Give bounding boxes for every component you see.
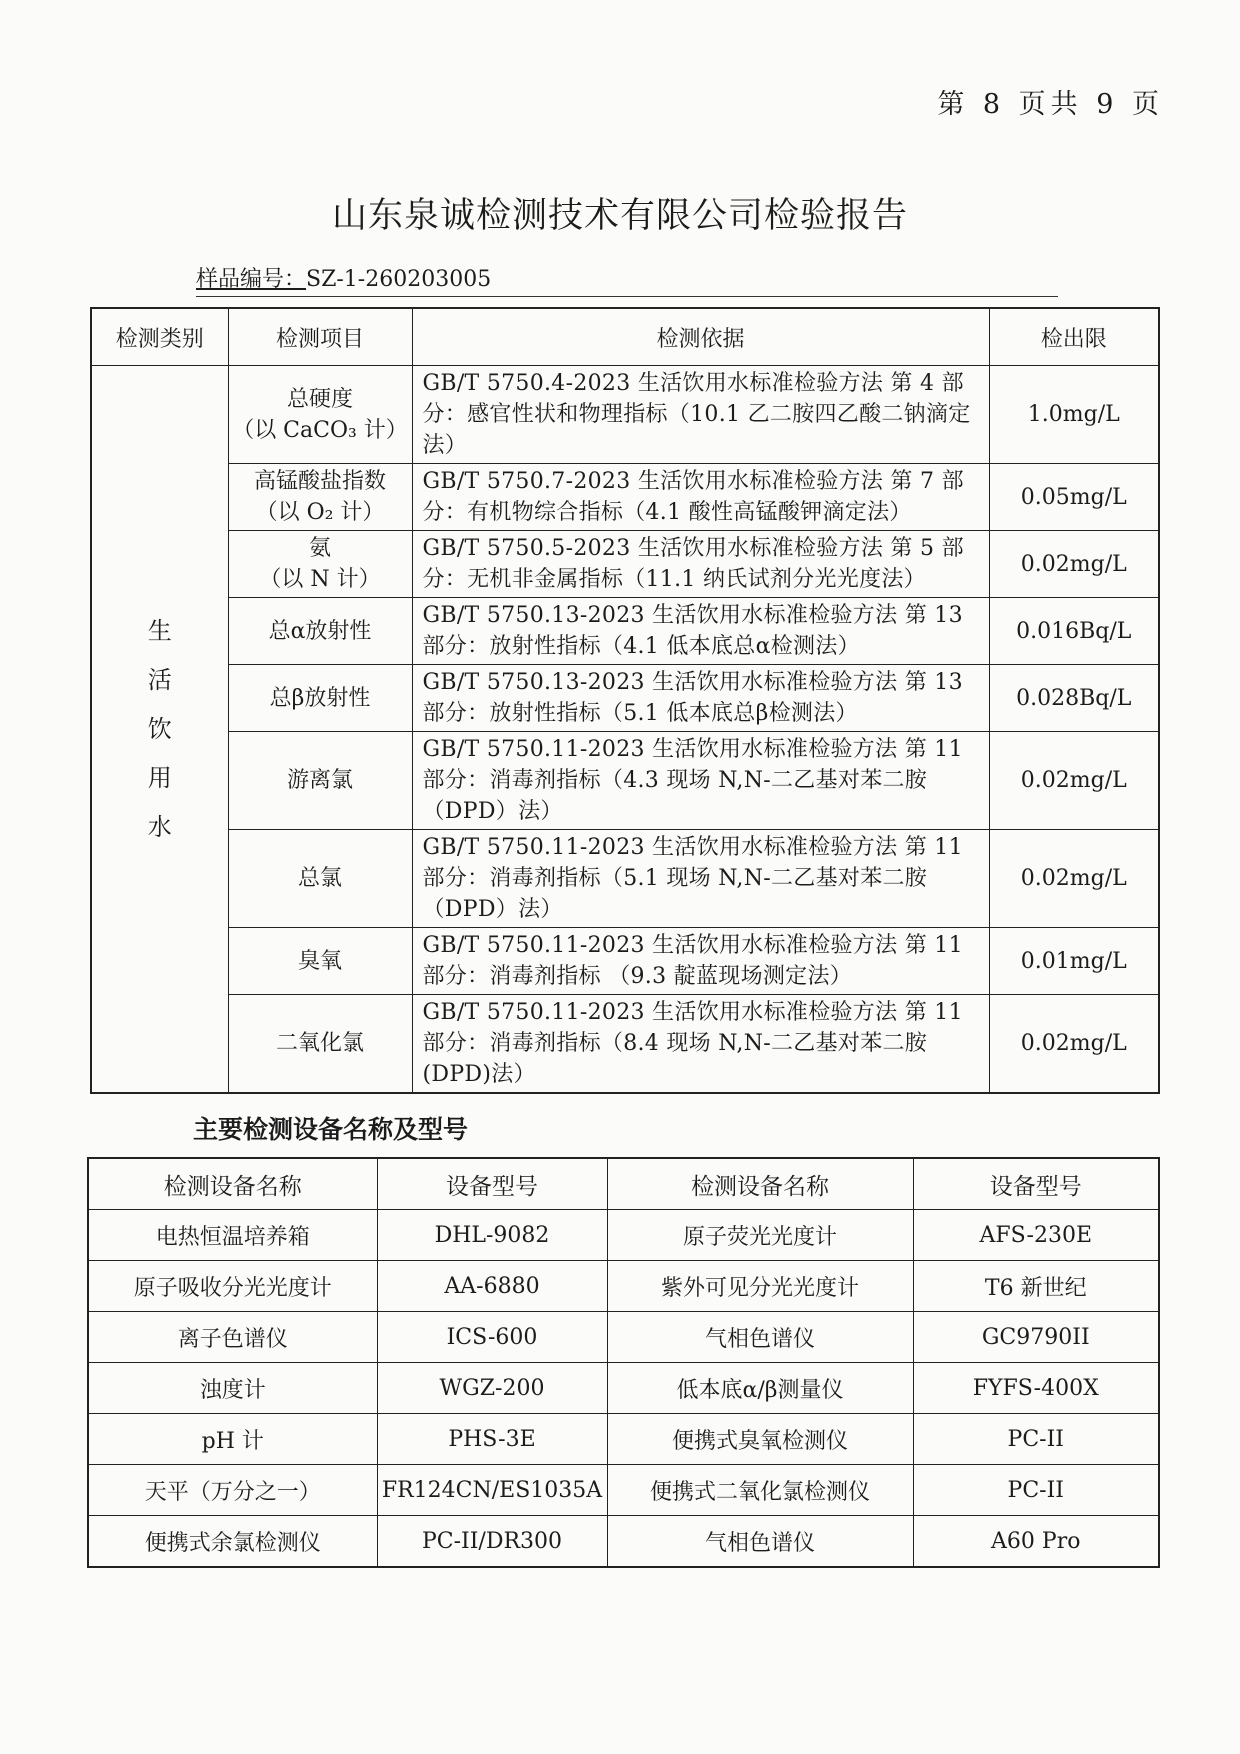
header-limit: 检出限 [989, 308, 1159, 366]
test-item [228, 598, 412, 665]
header-equipment-model: 设备型号 [377, 1158, 607, 1210]
test-item [228, 665, 412, 732]
test-item-line: （以 N 计） [259, 567, 381, 592]
sample-label: 样品编号： [196, 267, 307, 292]
equipment-name: 便携式臭氧检测仪 [607, 1414, 913, 1465]
test-item [228, 830, 412, 928]
test-item-line: 总氯 [297, 866, 342, 891]
equipment-name: 气相色谱仪 [607, 1516, 913, 1568]
test-item [228, 464, 412, 531]
test-row [91, 995, 1159, 1094]
test-item [228, 995, 412, 1094]
test-basis: GB/T 5750.5-2023 生活饮用水标准检验方法 第 5 部分：无机非金属指标（11.1 纳氏试剂分光光度法） [412, 531, 989, 598]
header-category: 检测类别 [91, 308, 228, 366]
header-item: 检测项目 [228, 308, 412, 366]
sample-number [196, 262, 1058, 297]
test-item-line: 游离氯 [286, 768, 353, 793]
header-equipment-name: 检测设备名称 [607, 1158, 913, 1210]
test-table-header [91, 308, 1159, 366]
detection-limit: 0.02mg/L [989, 732, 1159, 830]
category-char: 用 [147, 763, 172, 792]
detection-limit: 0.02mg/L [989, 830, 1159, 928]
test-item-line: （以 CaCO₃ 计） [232, 417, 408, 443]
equipment-model: GC9790II [913, 1312, 1159, 1363]
detection-limit: 0.028Bq/L [989, 665, 1159, 732]
test-item-line: 总α放射性 [268, 618, 372, 644]
equipment-model: AFS-230E [913, 1210, 1159, 1261]
category-cell [91, 366, 228, 1094]
equipment-row [88, 1516, 1159, 1568]
equipment-row [88, 1363, 1159, 1414]
equipment-model: FR124CN/ES1035A [377, 1465, 607, 1516]
test-basis: GB/T 5750.11-2023 生活饮用水标准检验方法 第 11 部分：消毒剂指标（4.3 现场 N,N-二乙基对苯二胺（DPD）法） [412, 732, 989, 830]
equipment-model: FYFS-400X [913, 1363, 1159, 1414]
header-equipment-model: 设备型号 [913, 1158, 1159, 1210]
equipment-row [88, 1465, 1159, 1516]
test-item [228, 928, 412, 995]
test-item-line: 总硬度 [286, 386, 353, 412]
sample-value: SZ-1-260203005 [306, 267, 492, 292]
test-row [91, 598, 1159, 665]
equipment-name: 便携式余氯检测仪 [88, 1516, 377, 1568]
equipment-model: ICS-600 [377, 1312, 607, 1363]
category-char: 生 [147, 616, 172, 645]
equipment-row [88, 1261, 1159, 1312]
equipment-model: PC-II/DR300 [377, 1516, 607, 1568]
test-item [228, 366, 412, 464]
test-row [91, 464, 1159, 531]
equipment-name: 浊度计 [88, 1363, 377, 1414]
category-char: 水 [147, 812, 172, 841]
test-item-line: 高锰酸盐指数 [253, 469, 386, 494]
equipment-name: 低本底α/β测量仪 [607, 1363, 913, 1414]
test-basis: GB/T 5750.11-2023 生活饮用水标准检验方法 第 11 部分：消毒剂指标（5.1 现场 N,N-二乙基对苯二胺（DPD）法） [412, 830, 989, 928]
test-row [91, 830, 1159, 928]
equipment-row [88, 1210, 1159, 1261]
test-item-line: 二氧化氯 [275, 1031, 364, 1056]
equipment-section-title: 主要检测设备名称及型号 [193, 1115, 469, 1144]
equipment-name: 便携式二氧化氯检测仪 [607, 1465, 913, 1516]
equipment-name: 紫外可见分光光度计 [607, 1261, 913, 1312]
test-basis: GB/T 5750.11-2023 生活饮用水标准检验方法 第 11 部分：消毒剂指标（8.4 现场 N,N-二乙基对苯二胺(DPD)法） [412, 995, 989, 1094]
report-title: 山东泉诚检测技术有限公司检验报告 [331, 196, 908, 236]
equipment-model: DHL-9082 [377, 1210, 607, 1261]
equipment-model: WGZ-200 [377, 1363, 607, 1414]
test-basis: GB/T 5750.13-2023 生活饮用水标准检验方法 第 13 部分：放射性指标（4.1 低本底总α检测法） [412, 598, 989, 665]
equipment-model: A60 Pro [913, 1516, 1159, 1568]
detection-limit: 1.0mg/L [989, 366, 1159, 464]
equipment-row [88, 1414, 1159, 1465]
header-equipment-name: 检测设备名称 [88, 1158, 377, 1210]
category-char: 活 [147, 665, 172, 694]
detection-limit: 0.05mg/L [989, 464, 1159, 531]
equipment-model: AA-6880 [377, 1261, 607, 1312]
test-item-line: 臭氧 [297, 948, 342, 974]
test-item [228, 732, 412, 830]
equipment-model: T6 新世纪 [913, 1261, 1159, 1312]
equipment-name: 原子荧光光度计 [607, 1210, 913, 1261]
equipment-row [88, 1312, 1159, 1363]
detection-limit: 0.01mg/L [989, 928, 1159, 995]
equipment-name: 气相色谱仪 [607, 1312, 913, 1363]
test-row [91, 928, 1159, 995]
header-basis: 检测依据 [412, 308, 989, 366]
test-row [91, 665, 1159, 732]
page-number: 第 8 页共 9 页 [937, 89, 1164, 120]
equipment-name: 电热恒温培养箱 [88, 1210, 377, 1261]
test-row [91, 366, 1159, 464]
detection-limit: 0.016Bq/L [989, 598, 1159, 665]
equipment-name: 离子色谱仪 [88, 1312, 377, 1363]
test-item-line: 氨 [308, 536, 331, 561]
equipment-model: PHS-3E [377, 1414, 607, 1465]
detection-limit: 0.02mg/L [989, 995, 1159, 1094]
equipment-table [87, 1157, 1160, 1568]
test-basis: GB/T 5750.13-2023 生活饮用水标准检验方法 第 13 部分：放射性指标（5.1 低本底总β检测法） [412, 665, 989, 732]
detection-limit: 0.02mg/L [989, 531, 1159, 598]
test-row [91, 732, 1159, 830]
equipment-model: PC-II [913, 1414, 1159, 1465]
equipment-name: pH 计 [88, 1414, 377, 1465]
test-table [90, 307, 1160, 1094]
test-item-line: 总β放射性 [269, 685, 371, 711]
test-item-line: （以 O₂ 计） [255, 500, 385, 525]
equipment-table-header [88, 1158, 1159, 1210]
test-basis: GB/T 5750.7-2023 生活饮用水标准检验方法 第 7 部分：有机物综合指标（4.1 酸性高锰酸钾滴定法） [412, 464, 989, 531]
category-char: 饮 [147, 714, 172, 743]
test-item [228, 531, 412, 598]
equipment-name: 原子吸收分光光度计 [88, 1261, 377, 1312]
test-row [91, 531, 1159, 598]
test-basis: GB/T 5750.11-2023 生活饮用水标准检验方法 第 11 部分：消毒剂指标 （9.3 靛蓝现场测定法） [412, 928, 989, 995]
equipment-name: 天平（万分之一） [88, 1465, 377, 1516]
test-basis: GB/T 5750.4-2023 生活饮用水标准检验方法 第 4 部分：感官性状和物理指标（10.1 乙二胺四乙酸二钠滴定法） [412, 366, 989, 464]
equipment-model: PC-II [913, 1465, 1159, 1516]
